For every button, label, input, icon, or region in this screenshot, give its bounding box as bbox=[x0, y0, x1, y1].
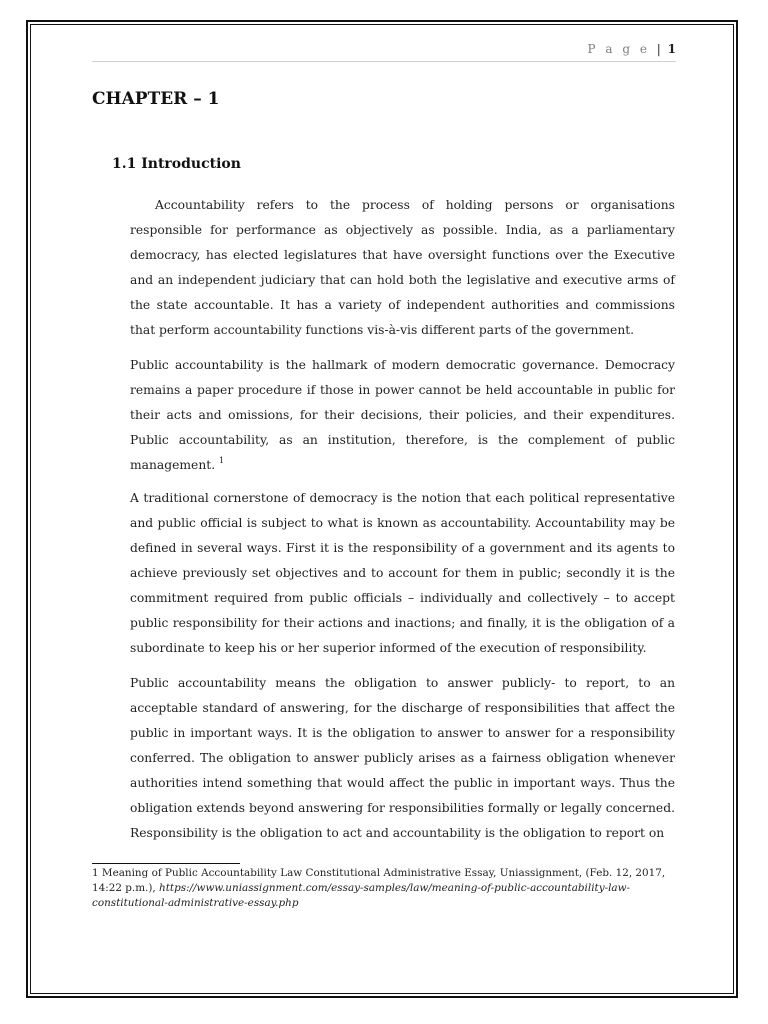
footnote bbox=[92, 866, 676, 911]
footnote-url[interactable]: https://www.uniassignment.com/essay-samples/law/meaning-of-public-accountability-law-constitutional-administrative-essay.php bbox=[92, 882, 631, 909]
section-title: 1.1 Introduction bbox=[112, 156, 241, 172]
header-rule bbox=[92, 61, 676, 62]
footnote-number: 1 bbox=[92, 867, 99, 879]
paragraph-3-text: A traditional cornerstone of democracy is the notion that each political representative and public official is subject to what is known as accountability. Accountability may be defined in several ways. First it is the responsibility of a government and its agents to achieve previously set objectives and to account for them in public; secondly it is the commitment required from public officials – individually and collectively – to accept public responsibility for their actions and inactions; and finally, it is the obligation of a subordinate to keep his or her superior informed of the execution of responsibility. bbox=[130, 491, 675, 655]
paragraph-2 bbox=[130, 353, 675, 478]
footnote-text: Meaning of Public Accountability Law Constitutional Administrative Essay, Uniassignment, (Feb. 12, 2017, 14:22 p.m.), bbox=[92, 867, 666, 894]
page-number: 1 bbox=[667, 42, 676, 56]
footnote-separator bbox=[92, 863, 240, 864]
paragraph-3 bbox=[130, 486, 675, 661]
paragraph-2-wrap bbox=[130, 353, 675, 478]
page-separator: | bbox=[656, 42, 661, 56]
page-header bbox=[92, 42, 676, 60]
footnote-reference[interactable]: 1 bbox=[219, 456, 225, 465]
paragraph-4-text: Public accountability means the obligation to answer publicly- to report, to an acceptable standard of answering, for the discharge of responsibilities that affect the public in important ways. It is the obligation to answer to answer for a responsibility conferred. The obligation to answer publicly arises as a fairness obligation whenever authorities intend something that would affect the public in important ways. Thus the obligation extends beyond answering for responsibilities formally or legally concerned. Responsibility is the obligation to act and accountability is the obligation to report on bbox=[130, 676, 675, 840]
paragraph-2-text: Public accountability is the hallmark of modern democratic governance. Democracy remains a paper procedure if those in power cannot be held accountable in public for their acts and omissions, for their decisions, their policies, and their expenditures. Public accountability, as an institution, therefore, is the complement of public management. bbox=[130, 358, 675, 472]
page-label: P a g e bbox=[587, 42, 650, 56]
paragraph-4 bbox=[130, 671, 675, 846]
chapter-title: CHAPTER – 1 bbox=[92, 89, 220, 109]
paragraph-1 bbox=[130, 193, 675, 343]
paragraph-1-text: Accountability refers to the process of holding persons or organisations responsible for performance as objectively as possible. India, as a parliamentary democracy, has elected legislatures that have oversight functions over the Executive and an independent judiciary that can hold both the legislative and executive arms of the state accountable. It has a variety of independent authorities and commissions that perform accountability functions vis-à-vis different parts of the government. bbox=[130, 198, 675, 337]
